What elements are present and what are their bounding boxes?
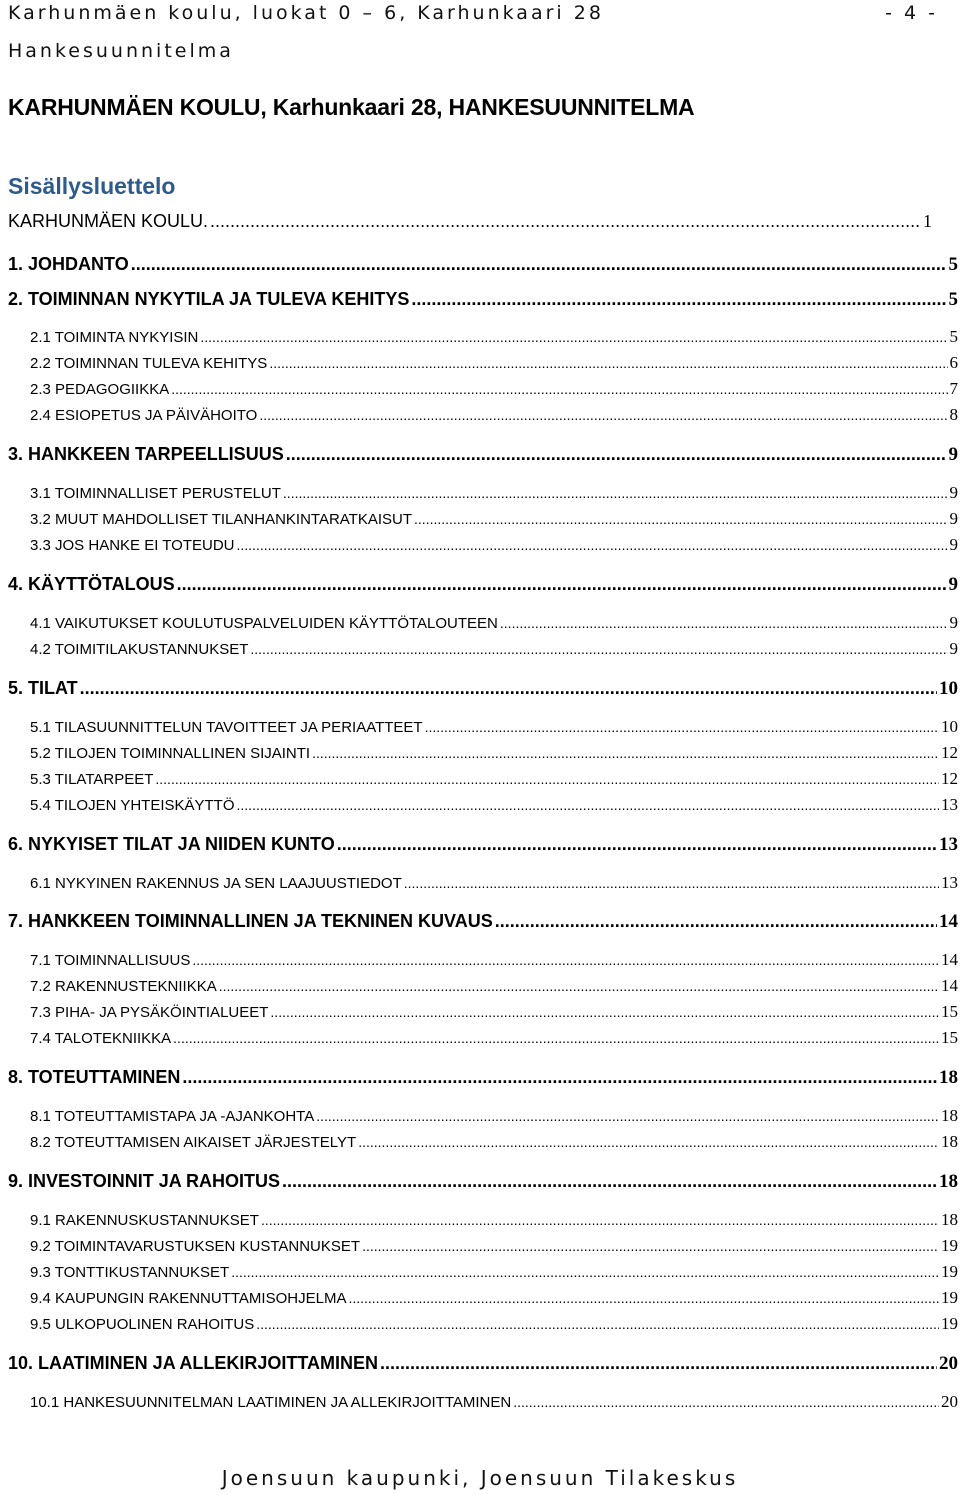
toc-entry-page: 19: [941, 1262, 958, 1281]
toc-entry-label: 9.2 TOIMINTAVARUSTUKSEN KUSTANNUKSET: [30, 1238, 361, 1255]
dot-leader: [362, 1238, 939, 1254]
dot-leader: [237, 537, 948, 553]
toc-entry[interactable]: [30, 327, 958, 347]
dot-leader: [513, 1394, 939, 1410]
toc-entry-page: 19: [941, 1314, 958, 1333]
toc-entry-label: 7.3 PIHA- JA PYSÄKÖINTIALUEET: [30, 1004, 269, 1021]
toc-entry[interactable]: [8, 911, 958, 933]
toc-entry-label: 2.3 PEDAGOGIIKKA: [30, 381, 170, 398]
toc-entry[interactable]: [30, 535, 958, 555]
toc-entry-label: 9.4 KAUPUNGIN RAKENNUTTAMISOHJELMA: [30, 1290, 347, 1307]
dot-leader: [286, 444, 947, 465]
toc-entry[interactable]: [8, 444, 958, 466]
toc-entry-page: 6: [949, 353, 958, 372]
dot-leader: [358, 1134, 939, 1150]
toc-entry[interactable]: [30, 405, 958, 425]
toc-entry-label: 3.1 TOIMINNALLISET PERUSTELUT: [30, 485, 281, 502]
toc-entry-label: 5.1 TILASUUNNITTELUN TAVOITTEET JA PERIAATTEET: [30, 719, 423, 736]
toc-entry-label: 8.1 TOTEUTTAMISTAPA JA -AJANKOHTA: [30, 1108, 315, 1125]
dot-leader: [500, 615, 948, 631]
toc-entry[interactable]: [30, 1314, 958, 1334]
toc-entry-page: 5: [948, 289, 958, 310]
toc-entry-page: 19: [941, 1236, 958, 1255]
toc-entry[interactable]: [30, 743, 958, 763]
toc-entry-label: 2.1 TOIMINTA NYKYISIN: [30, 329, 199, 346]
toc-entry-label: 8.2 TOTEUTTAMISEN AIKAISET JÄRJESTELYT: [30, 1134, 357, 1151]
toc-entry-page: 15: [941, 1002, 958, 1021]
toc-entry[interactable]: [30, 717, 958, 737]
toc-entry-label: 1. JOHDANTO: [8, 254, 129, 274]
dot-leader: [425, 719, 939, 735]
toc-heading: Sisällysluettelo: [8, 173, 176, 199]
toc-entry-label: 3.3 JOS HANKE EI TOTEUDU: [30, 537, 235, 554]
toc-entry[interactable]: [8, 254, 958, 276]
toc-entry[interactable]: [30, 353, 958, 373]
toc-entry[interactable]: [30, 1236, 958, 1256]
toc-entry-page: 20: [939, 1353, 958, 1374]
toc-entry-label: 3.2 MUUT MAHDOLLISET TILANHANKINTARATKAISUT: [30, 511, 413, 528]
toc-entry-page: 5: [949, 327, 958, 346]
toc-entry-page: 15: [941, 1028, 958, 1047]
toc-entry-page: 13: [939, 834, 958, 855]
toc-entry-page: 8: [949, 405, 958, 424]
running-header-subtitle: Hankesuunnitelma: [8, 40, 234, 62]
toc-entry[interactable]: [30, 1132, 958, 1152]
toc-entry-label: 8. TOTEUTTAMINEN: [8, 1067, 181, 1087]
dot-leader: [219, 978, 939, 994]
dot-leader: [404, 875, 939, 891]
dot-leader: [192, 952, 939, 968]
toc-entry-page: 9: [949, 509, 958, 528]
dot-leader: [380, 1353, 937, 1374]
toc-entry[interactable]: [30, 795, 958, 815]
toc-entry-page: 14: [941, 976, 958, 995]
toc-entry-label: 4.2 TOIMITILAKUSTANNUKSET: [30, 641, 249, 658]
toc-entry-page: 5: [948, 254, 958, 275]
toc-entry-label: 9.5 ULKOPUOLINEN RAHOITUS: [30, 1316, 255, 1333]
toc-entry[interactable]: [30, 1210, 958, 1230]
toc-entry-page: 12: [941, 769, 958, 788]
toc-entry-label: 9.1 RAKENNUSKUSTANNUKSET: [30, 1212, 259, 1229]
toc-entry-page: 1: [923, 211, 932, 231]
dot-leader: [282, 1171, 937, 1192]
page-number: - 4 -: [885, 2, 938, 24]
toc-entry-label: 2.4 ESIOPETUS JA PÄIVÄHOITO: [30, 407, 258, 424]
toc-entry[interactable]: [30, 769, 958, 789]
toc-entry-page: 20: [941, 1392, 958, 1411]
toc-entry-label: 2. TOIMINNAN NYKYTILA JA TULEVA KEHITYS: [8, 289, 410, 309]
toc-entry[interactable]: [8, 834, 958, 856]
dot-leader: [270, 1004, 939, 1020]
toc-entry-page: 12: [941, 743, 958, 762]
dot-leader: [131, 254, 947, 275]
dot-leader: [411, 289, 946, 310]
dot-leader: [414, 511, 947, 527]
toc-entry-page: 9: [949, 639, 958, 658]
toc-entry-page: 9: [949, 613, 958, 632]
toc-entry[interactable]: [8, 289, 958, 311]
toc-entry-page: 10: [941, 717, 958, 736]
toc-entry-label: 6. NYKYISET TILAT JA NIIDEN KUNTO: [8, 834, 335, 854]
toc-entry-label: 5. TILAT: [8, 678, 78, 698]
toc-entry-label: 10. LAATIMINEN JA ALLEKIRJOITTAMINEN: [8, 1353, 379, 1373]
toc-entry-page: 18: [941, 1132, 958, 1151]
toc-entry-label: 5.4 TILOJEN YHTEISKÄYTTÖ: [30, 797, 235, 814]
toc-entry-label: 7.4 TALOTEKNIIKKA: [30, 1030, 172, 1047]
toc-entry-label: 5.2 TILOJEN TOIMINNALLINEN SIJAINTI: [30, 745, 311, 762]
document-title: KARHUNMÄEN KOULU, Karhunkaari 28, HANKESUUNNITELMA: [8, 94, 695, 120]
toc-entry-label: 5.3 TILATARPEET: [30, 771, 154, 788]
toc-entry[interactable]: [8, 678, 958, 700]
toc-entry[interactable]: [30, 1106, 958, 1126]
toc-entry[interactable]: [30, 613, 958, 633]
toc-entry-page: 19: [941, 1288, 958, 1307]
dot-leader: [261, 1212, 939, 1228]
toc-entry[interactable]: [30, 379, 958, 399]
toc-entry[interactable]: [8, 1353, 958, 1375]
toc-entry[interactable]: [30, 873, 958, 893]
toc-entry-label: 3. HANKKEEN TARPEELLISUUS: [8, 444, 284, 464]
toc-entry-page: 18: [939, 1067, 958, 1088]
toc-entry-label: 4. KÄYTTÖTALOUS: [8, 574, 175, 594]
dot-leader: [155, 771, 939, 787]
dot-leader: [80, 678, 937, 699]
dot-leader: [316, 1108, 939, 1124]
toc-entry[interactable]: [30, 976, 958, 996]
dot-leader: [182, 1067, 937, 1088]
toc-entry-label: KARHUNMÄEN KOULU.: [8, 211, 209, 231]
toc-entry-label: 7.1 TOIMINNALLISUUS: [30, 952, 191, 969]
toc-entry[interactable]: [8, 1067, 958, 1089]
toc-entry[interactable]: [30, 509, 958, 529]
dot-leader: [269, 355, 947, 371]
dot-leader: [283, 485, 948, 501]
toc-entry[interactable]: [30, 1002, 958, 1022]
toc-entry[interactable]: [30, 639, 958, 659]
running-header-title: Karhunmäen koulu, luokat 0 – 6, Karhunkaari 28: [8, 2, 604, 24]
dot-leader: [250, 641, 947, 657]
toc-entry-page: 13: [941, 873, 958, 892]
toc-entry-page: 18: [941, 1106, 958, 1125]
toc-entry-page: 14: [941, 950, 958, 969]
toc-entry-page: 9: [948, 444, 958, 465]
toc-entry-page: 10: [939, 678, 958, 699]
toc-entry-label: 7. HANKKEEN TOIMINNALLINEN JA TEKNINEN KUVAUS: [8, 911, 493, 931]
toc-entry[interactable]: [30, 1028, 958, 1048]
toc-entry-page: 18: [939, 1171, 958, 1192]
toc-entry-label: 4.1 VAIKUTUKSET KOULUTUSPALVELUIDEN KÄYTTÖTALOUTEEN: [30, 615, 498, 632]
toc-entry[interactable]: [30, 1392, 958, 1412]
toc-entry-page: 13: [941, 795, 958, 814]
toc-entry-label: 10.1 HANKESUUNNITELMAN LAATIMINEN JA ALLEKIRJOITTAMINEN: [30, 1394, 512, 1411]
dot-leader: [173, 1030, 939, 1046]
dot-leader: [256, 1316, 939, 1332]
toc-entry[interactable]: [8, 1171, 958, 1193]
toc-entry-label: 6.1 NYKYINEN RAKENNUS JA SEN LAAJUUSTIEDOT: [30, 875, 402, 892]
toc-entry-label: 9.3 TONTTIKUSTANNUKSET: [30, 1264, 230, 1281]
dot-leader: [259, 407, 947, 423]
toc-entry[interactable]: [30, 483, 958, 503]
toc-entry-label: 9. INVESTOINNIT JA RAHOITUS: [8, 1171, 281, 1191]
toc-entry-page: 9: [948, 574, 958, 595]
toc-entry-page: 18: [941, 1210, 958, 1229]
dot-leader: [348, 1290, 939, 1306]
toc-entry-page: 9: [949, 483, 958, 502]
toc-entry-page: 14: [939, 911, 958, 932]
dot-leader: [177, 574, 947, 595]
toc-entry-label: 7.2 RAKENNUSTEKNIIKKA: [30, 978, 217, 995]
dot-leader: [210, 211, 921, 232]
dot-leader: [171, 381, 947, 397]
dot-leader: [231, 1264, 939, 1280]
dot-leader: [337, 834, 937, 855]
toc-entry-page: 9: [949, 535, 958, 554]
toc-entry-label: 2.2 TOIMINNAN TULEVA KEHITYS: [30, 355, 268, 372]
toc-entry-page: 7: [949, 379, 958, 398]
dot-leader: [312, 745, 939, 761]
toc-entry[interactable]: [30, 950, 958, 970]
running-footer: Joensuun kaupunki, Joensuun Tilakeskus: [221, 1466, 739, 1490]
toc-entry[interactable]: [8, 211, 932, 232]
toc-entry[interactable]: [30, 1288, 958, 1308]
toc-entry[interactable]: [8, 574, 958, 596]
dot-leader: [495, 911, 937, 932]
toc-entry[interactable]: [30, 1262, 958, 1282]
dot-leader: [237, 797, 939, 813]
dot-leader: [200, 329, 947, 345]
